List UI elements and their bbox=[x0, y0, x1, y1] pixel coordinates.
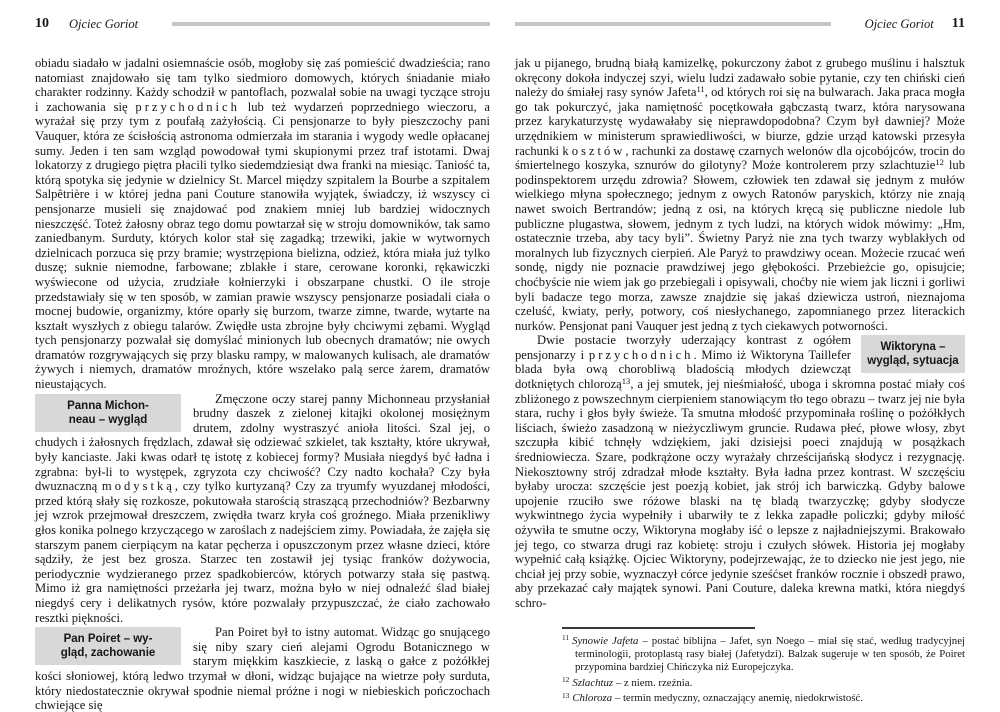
footnote-reference: 12 bbox=[935, 157, 944, 168]
footnote-list bbox=[562, 635, 965, 706]
letterspaced-emphasis: przychodnich bbox=[135, 99, 240, 114]
margin-note-line: Panna Michon- bbox=[67, 399, 149, 412]
paragraph: Panna Michon- neau – wygląd Zmęczone oczy starej panny Michonneau przysłaniał brudny daszek z zielonej kitajki okolonej mosiężnym drutem, zdolny wystraszyć anioła litości. Szal jej, o chudych i żałosnych frędzlach, zdawał się odziewać szkielet, tak kształty, które ukrywał, były kanciaste. Jaki kwas odarł tę istotę z kobiecej formy? Musiała niegdyś być ładna i zgrabna: był-li to występek, zgryzota czy chciwość? Czy nadto kochała? Czy była dwuznaczną modystką, czy tylko kurtyzaną? Czy za tryumfy wyuzdanej młodości, przed którą słały się rozkosze, pokutowała starością straszącą przechodniów? Bezbarwny jej wzrok przejmował dreszczem, zwiędła twarz kryła coś groźnego. Miała przenikliwy głos konika polnego krzyczącego w zaroślach z nadejściem zimy. Powiadała, że zajęła się starszym panem cierpiącym na katar pęcherza i opuszczonym przez własne dzieci, które sądziły, że jest bez grosza. Starzec ten zostawił jej tysiąc franków dożywocia, periodycznie wydzieranego przez spadkobierców, których potwarzy stała się pastwą. Mimo iż gra namiętności przeżarła jej twarz, można było w niej odnaleźć ślad białej niegdyś cery i delikatnych rysów, które pozwalały przypuszczać, że ciało zachowało resztki piękności. bbox=[35, 391, 490, 625]
footnote-reference: 11 bbox=[696, 84, 705, 95]
paragraph: jak u pijanego, brudną białą kamizelkę, pokurczony żabot z grubego muślinu i halsztuk okręcony dokoła indyczej szyi, wielu ludzi zadawało sobie pytanie, czy ten chiński cień należy do śmiałej rasy synów Jafeta$^{11}$, od których roi się na bulwarach. Jaka praca mogła go tak pokurczyć, jaka namiętność pocętkowała gąbczastą twarz, która narysowana przez karykaturzystę wydawałaby się nieprawdopodobna? Czym był dawniej? Może urzędnikiem w ministerum sprawiedliwości, w biurze, gdzie urząd katowski przesyła rachunki kosztów, rachunki za dostawę czarnych welonów dla ojcobójców, trocin do śmiertelnego koszyka, sznurów do gilotyny? Może kontrolerem przy szlachtuzie$^{12}$ lub podinspektorem urzędu zdrowia? Słowem, człowiek ten zdawał się jednym z mułów wielkiego młyna społecznego; jednym z owych Ratonów paryskich, którzy nie znają nawet swoich Bertrandów; jedną z osi, na których kręcą się publiczne niedole lub publiczne plugastwa, słowem, jednym z tych ludzi, na których widok mówimy: „Hm, ostatecznie trzeba, aby tacy byli”. Świetny Paryż nie zna tych twarzy wyblakłych od moralnych lub fizycznych cierpień. Ale Paryż to prawdziwy ocean. Możecie rzucać weń sondę, nigdy nie poznacie prawdziwej jego głębokości. Przebieżcie go, opisujcie; choćbyście nie wiem jak go przebiegali i opisywali, choćby nie wiem jak liczni i gorliwi byli badacze tego morza, zawsze znajdzie się jakaś dziewicza ustroń, nieznajoma czeluść, kwiaty, perły, potwory, coś niesłychanego, zapomnianego przez literackich nurków. Pensjonat pani Vauquer jest jedną z tych ciekawych potworności. bbox=[515, 56, 966, 333]
header-rule bbox=[515, 22, 831, 26]
right-page-header bbox=[515, 16, 965, 32]
header-rule bbox=[172, 22, 490, 26]
margin-note bbox=[861, 335, 965, 373]
letterspaced-emphasis: przychodnich bbox=[588, 347, 694, 362]
margin-note-line: Wiktoryna – bbox=[880, 341, 946, 354]
left-page-body bbox=[35, 56, 490, 712]
margin-note-line: gląd, zachowanie bbox=[60, 647, 156, 660]
footnote-number: 11 bbox=[562, 633, 570, 643]
footnote-item: $^{11}$ Synowie Jafeta – postać biblijna – Jafet, syn Noego – miał się stać, według tradycyjnej terminologii, protoplastą rasy białej (Jafetydzi). Balzak sugeruje w ten sposób, że Poiret przypomina bardziej Chińczyka niż Europejczyka. bbox=[562, 633, 965, 674]
left-running-title: Ojciec Goriot bbox=[69, 16, 139, 31]
margin-note bbox=[35, 627, 181, 665]
margin-note-line: wygląd, sytuacja bbox=[867, 355, 959, 368]
footnote-reference: 13 bbox=[621, 376, 631, 387]
paragraph: Wiktoryna – wygląd, sytuacja Dwie postacie tworzyły uderzający kontrast z ogółem pensjonarzy i przychodnich. Mimo iż Wiktoryna Taillefer blada była ową chorobliwą bladością młodych dziewcząt dotkniętych chlorozą$^{13}$, a jej smutek, jej nieśmiałość, uboga i skromna postać miały coś zbliżonego z powszechnym cierpieniem stanowiącym tło tego obrazu – twarz jej nie była stara, ruchy i głos były świeże. Ta smutna młodość przypominała roślinę o pożółkłych liściach, świeżo zasadzoną w nieżyczliwym gruncie. Rudawa płeć, płowe włosy, zbyt szczupła kibić tchnęły wdziękiem, jaki dzisiejsi poeci znajdują w posążkach średniowiecza. Szare, podkrążone oczy wyrażały chrześcijańską słodycz i rezygnację. Niekosztowny strój zdradzał młode kształty. Była ładna przez kontrast. W szczęściu byłaby urocza: szczęście jest poezją kobiet, jak strój ich barwiczką. Gdyby balowe upojenie rzuciło swe różowe blaski na tę bladą twarzyczkę; gdyby słodycze wykwintnego życia wypełniły i ubarwiły te z lekka zapadłe policzki; gdyby miłość ożywiła te smutne oczy, Wiktoryna mogłaby iść o lepsze z najładniejszymi. Brakowało jej tego, co stwarza drugi raz kobietę: stroju i czułych słówek. Historia jej mogłaby wypełnić całą książkę. Ojciec Wiktoryny, podejrzewając, że to dziecko nie jest jego, nie chciał jej przy sobie, wyznaczył córce jedynie sześćset franków rocznie i obszedł prawo, aby przekazać cały majątek synowi. Pani Couture, daleka krewna matki, która niegdyś schro- bbox=[515, 333, 966, 610]
footnote-term: Synowie Jafeta bbox=[572, 634, 639, 647]
margin-note-line: neau – wygląd bbox=[68, 413, 148, 426]
margin-note bbox=[35, 394, 181, 432]
footnote-term: Szlachtuz bbox=[572, 676, 614, 689]
right-page-body bbox=[515, 56, 965, 611]
footnote-separator bbox=[562, 627, 755, 629]
right-running-title: Ojciec Goriot bbox=[864, 16, 934, 31]
right-page-number: 11 bbox=[951, 16, 965, 31]
footnote-number: 12 bbox=[562, 675, 570, 685]
left-page bbox=[35, 16, 490, 712]
right-page bbox=[515, 16, 965, 708]
margin-note-line: Pan Poiret – wy- bbox=[63, 633, 153, 646]
letterspaced-emphasis: modystką bbox=[101, 479, 175, 494]
footnote-item: $^{13}$ Chloroza – termin medyczny, oznaczający anemię, niedokrwistość. bbox=[562, 690, 863, 705]
footnote-number: 13 bbox=[562, 690, 570, 700]
paragraph: Pan Poiret – wy- gląd, zachowanie Pan Poiret był to istny automat. Widząc go snującego się niby szary cień alejami Ogrodu Botanicznego w starym miękkim kaszkiecie, z laską o gałce z pożółkłej kości słoniowej, którą ledwo trzymał w dłoni, widząc bujające na wietrze poły surduta, który niedostatecznie okrywał spodnie niemal próżne i nogi w niebieskich pończochach chwiejące się bbox=[35, 625, 490, 712]
footnote-term: Chloroza bbox=[572, 692, 613, 705]
footnote-item: $^{12}$ Szlachtuz – z niem. rzeźnia. bbox=[562, 675, 693, 689]
letterspaced-emphasis: kosztów bbox=[562, 143, 626, 158]
paragraph: obiadu siadało w jadalni osiemnaście osób, mogłoby się zaś pomieścić dwadzieścia; rano natomiast znajdowało się tam tylko siedmioro domowych, których śniadanie miało charakter rodzinny. Każdy schodził w pantoflach, pozwalał sobie na uwagi tyczące stroju i zachowania się przychodnich lub też wydarzeń poprzedniego wieczoru, a wyrażał się przy tym z poufałą zażyłością. Ci pensjonarze to były pieszczochy pani Vauquer, która ze ścisłością astronoma odmierzała im starania i wygody wedle opłacanej sumy. Jeden i ten sam wzgląd powodował tymi skupionymi przez traf istotami. Dwaj lokatorzy z drugiego piętra płacili tylko siedemdziesiąt dwa franki na miesiąc. Taniość ta, którą spotyka się jedynie w dzielnicy St. Marcel między szpitalem la Bourbe a szpitalem Salpêtrière i w której jedna pani Couture stanowiła wyjątek, świadczy, iż wszyscy ci pensjonarze musieli się znajdować pod znakiem mniej lub bardziej widocznych nieszczęść. Toteż żałosny obraz tego domu powtarzał się w stroju domowników, tak samo zaniedbanym. Surduty, których kolor stał się zagadką; trzewiki, jakie w wytwornych dzielnicach porzuca się przy bramie; wystrzępiona bielizna, odzież, która miała już tylko duszę; suknie niemodne, farbowane; zblakłe i stare, cerowane koronki, rękawiczki wyświecone od użycia, zrudziałe kołnierzyki i obszarpane chustki. O ile stroje przedstawiały się w ten sposób, w zamian prawie wszyscy pensjonarze posiadali ciała o mocnej budowie, organizmy, które oparły się burzom, twarze zimne, twarde, wytarte na kształt wyszłych z obiegu talarów. Zwiędłe usta zbrojne były chciwymi zębami. Wygląd tych pensjonarzy pozwalał się domyślać minionych lub obecnych dramatów; nie owych dramatów rozgrywających się przy blasku rampy, w malowanych kulisach, ale dramatów żywych i niemych, dramatów mroźnych, które wszelako palą serce żarem, dramatów nieustających. bbox=[35, 56, 490, 392]
left-page-number: 10 bbox=[35, 16, 49, 31]
footnotes-block bbox=[562, 627, 965, 706]
left-page-header bbox=[35, 16, 490, 32]
